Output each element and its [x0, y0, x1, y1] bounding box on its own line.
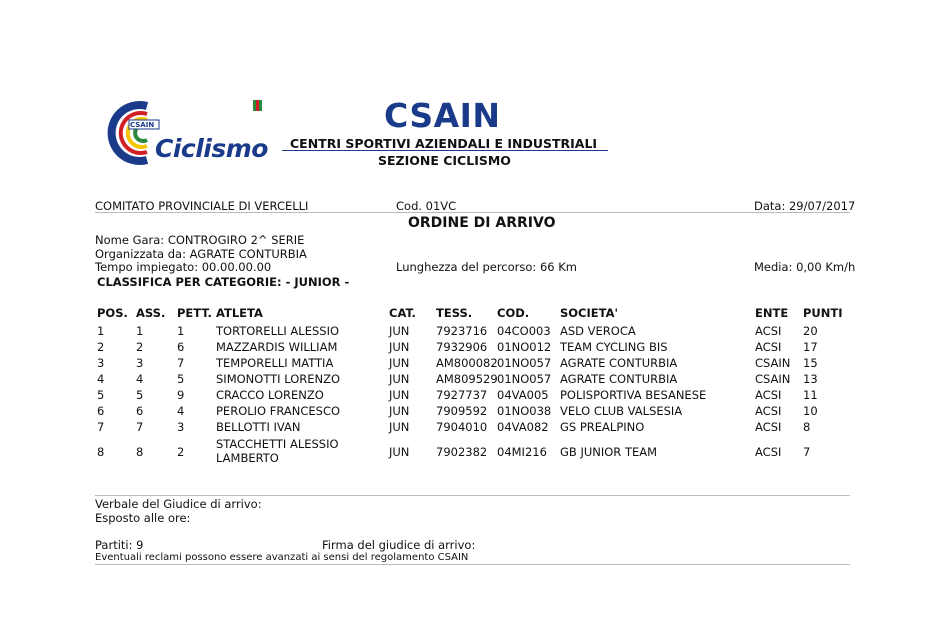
- cell-pos: 5: [97, 388, 105, 402]
- average-speed: Media: 0,00 Km/h: [754, 260, 856, 274]
- cell-cod: 01NO012: [497, 340, 552, 354]
- cell-atleta: MAZZARDIS WILLIAM: [216, 340, 338, 354]
- cell-ass: 2: [136, 340, 144, 354]
- cell-pett: 5: [177, 372, 185, 386]
- table-row: [0, 356, 945, 372]
- cell-cod: 01NO057: [497, 356, 552, 370]
- table-row: [0, 420, 945, 436]
- cell-punti: 8: [803, 420, 811, 434]
- cell-cat: JUN: [389, 356, 410, 370]
- cell-ass: 1: [136, 324, 144, 338]
- cell-pos: 4: [97, 372, 105, 386]
- brand-title: CSAIN: [384, 96, 501, 135]
- cell-ass: 4: [136, 372, 144, 386]
- cell-ass: 6: [136, 404, 144, 418]
- cell-pett: 2: [177, 445, 185, 459]
- cell-tess: AM809529: [436, 372, 498, 386]
- logo-badge-text: CSAIN: [130, 121, 155, 129]
- col-ass: ASS.: [136, 306, 166, 320]
- table-row: [0, 372, 945, 388]
- course-length: Lunghezza del percorso: 66 Km: [396, 260, 577, 274]
- judge-report-label: Verbale del Giudice di arrivo:: [95, 497, 262, 511]
- judge-signature-label: Firma del giudice di arrivo:: [322, 538, 476, 552]
- cell-societa: POLISPORTIVA BESANESE: [560, 388, 707, 402]
- divider: [95, 564, 850, 565]
- col-pett: PETT.: [177, 306, 212, 320]
- col-tess: TESS.: [436, 306, 473, 320]
- table-row: [0, 388, 945, 404]
- cell-cod: 04VA082: [497, 420, 549, 434]
- cell-punti: 15: [803, 356, 818, 370]
- race-name: Nome Gara: CONTROGIRO 2^ SERIE: [95, 233, 305, 247]
- cell-societa: GB JUNIOR TEAM: [560, 445, 658, 459]
- cell-pos: 8: [97, 445, 105, 459]
- cell-societa: GS PREALPINO: [560, 420, 645, 434]
- time-used: Tempo impiegato: 00.00.00.00: [95, 260, 272, 274]
- race-code: Cod. 01VC: [396, 199, 457, 213]
- cell-atleta: TORTORELLI ALESSIO: [216, 324, 340, 338]
- brand-subtitle: CENTRI SPORTIVI AZIENDALI E INDUSTRIALI: [290, 136, 598, 151]
- col-pos: POS.: [97, 306, 128, 320]
- cell-societa: AGRATE CONTURBIA: [560, 372, 678, 386]
- cell-tess: 7932906: [436, 340, 488, 354]
- cell-punti: 20: [803, 324, 818, 338]
- cell-ente: ACSI: [755, 388, 782, 402]
- cell-punti: 7: [803, 445, 811, 459]
- cell-ass: 5: [136, 388, 144, 402]
- cell-cat: JUN: [389, 340, 410, 354]
- cell-pos: 7: [97, 420, 105, 434]
- cell-pett: 3: [177, 420, 185, 434]
- cell-societa: TEAM CYCLING BIS: [560, 340, 668, 354]
- cell-ente: ACSI: [755, 420, 782, 434]
- cell-ente: CSAIN: [755, 372, 791, 386]
- table-row: [0, 404, 945, 420]
- table-row: [0, 324, 945, 340]
- divider: [95, 212, 850, 213]
- race-date: Data: 29/07/2017: [754, 199, 856, 213]
- cell-pett: 4: [177, 404, 185, 418]
- cell-cat: JUN: [389, 404, 410, 418]
- col-ente: ENTE: [755, 306, 789, 320]
- cell-punti: 10: [803, 404, 818, 418]
- col-punti: PUNTI: [803, 306, 843, 320]
- cell-atleta: BELLOTTI IVAN: [216, 420, 301, 434]
- cell-cat: JUN: [389, 445, 410, 459]
- cell-tess: 7909592: [436, 404, 488, 418]
- exposed-at-label: Esposto alle ore:: [95, 511, 191, 525]
- disclaimer-note: Eventuali reclami possono essere avanzati ai sensi del regolamento CSAIN: [95, 552, 469, 563]
- cell-cat: JUN: [389, 388, 410, 402]
- organizer: Organizzata da: AGRATE CONTURBIA: [95, 247, 307, 261]
- cell-atleta: PEROLIO FRANCESCO: [216, 404, 341, 418]
- cell-cat: JUN: [389, 324, 410, 338]
- cell-ente: ACSI: [755, 340, 782, 354]
- csain-ciclismo-logo: [103, 100, 271, 166]
- cell-ass: 7: [136, 420, 144, 434]
- cell-punti: 11: [803, 388, 818, 402]
- table-row: [0, 340, 945, 356]
- cell-pos: 6: [97, 404, 105, 418]
- cell-atleta: SIMONOTTI LORENZO: [216, 372, 341, 386]
- cell-ass: 8: [136, 445, 144, 459]
- cell-punti: 13: [803, 372, 818, 386]
- divider: [95, 495, 850, 496]
- cell-ass: 3: [136, 356, 144, 370]
- cell-cod: 04MI216: [497, 445, 547, 459]
- cell-pett: 1: [177, 324, 185, 338]
- cell-pett: 6: [177, 340, 185, 354]
- cell-ente: ACSI: [755, 324, 782, 338]
- cell-tess: 7904010: [436, 420, 488, 434]
- starters-count: Partiti: 9: [95, 538, 144, 552]
- cell-cod: 01NO038: [497, 404, 552, 418]
- cell-punti: 17: [803, 340, 818, 354]
- cell-tess: 7923716: [436, 324, 488, 338]
- cell-atleta: TEMPORELLI MATTIA: [216, 356, 334, 370]
- cell-tess: 7902382: [436, 445, 488, 459]
- cell-ente: ACSI: [755, 404, 782, 418]
- cell-cod: 04VA005: [497, 388, 549, 402]
- col-atleta: ATLETA: [216, 306, 263, 320]
- col-cod: COD.: [497, 306, 530, 320]
- cell-pos: 3: [97, 356, 105, 370]
- cell-cod: 01NO057: [497, 372, 552, 386]
- table-row: [0, 437, 945, 467]
- cell-atleta: STACCHETTI ALESSIO: [216, 437, 339, 451]
- cell-tess: 7927737: [436, 388, 488, 402]
- brand-underline: [282, 150, 608, 151]
- cell-cat: JUN: [389, 372, 410, 386]
- cell-pos: 2: [97, 340, 105, 354]
- cell-pett: 9: [177, 388, 185, 402]
- cell-ente: CSAIN: [755, 356, 791, 370]
- classification: CLASSIFICA PER CATEGORIE: - JUNIOR -: [97, 275, 350, 289]
- cell-societa: ASD VEROCA: [560, 324, 636, 338]
- col-cat: CAT.: [389, 306, 416, 320]
- cell-tess: AM800082: [436, 356, 498, 370]
- cell-cod: 04CO003: [497, 324, 551, 338]
- committee: COMITATO PROVINCIALE DI VERCELLI: [95, 199, 309, 213]
- cell-atleta: CRACCO LORENZO: [216, 388, 324, 402]
- col-societa: SOCIETA': [560, 306, 619, 320]
- document-title: ORDINE DI ARRIVO: [408, 215, 556, 231]
- cell-societa: AGRATE CONTURBIA: [560, 356, 678, 370]
- cell-cat: JUN: [389, 420, 410, 434]
- logo-wordmark: Ciclismo: [155, 134, 268, 163]
- cell-pett: 7: [177, 356, 185, 370]
- cell-atleta-line2: LAMBERTO: [216, 451, 279, 465]
- cell-societa: VELO CLUB VALSESIA: [560, 404, 683, 418]
- cell-pos: 1: [97, 324, 105, 338]
- brand-section: SEZIONE CICLISMO: [378, 153, 511, 168]
- cell-ente: ACSI: [755, 445, 782, 459]
